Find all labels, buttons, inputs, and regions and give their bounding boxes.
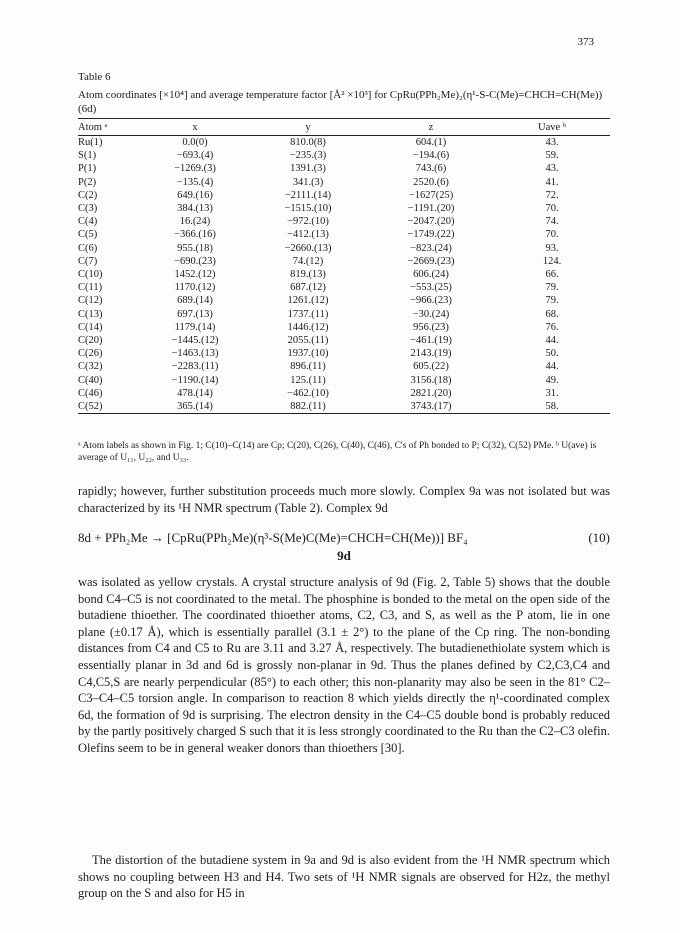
cell-z: −966.(23) xyxy=(410,295,452,307)
table-row xyxy=(78,294,610,307)
cell-z: 3156.(18) xyxy=(410,374,452,386)
page-number: 373 xyxy=(577,36,594,48)
header-y: y xyxy=(248,119,368,136)
cell-atom: C(3) xyxy=(78,203,98,215)
cell-y: 819.(13) xyxy=(290,269,326,281)
cell-z: 956.(23) xyxy=(413,321,449,333)
cell-u-ave: 49. xyxy=(545,374,559,386)
cell-y: 125.(11) xyxy=(290,374,326,386)
cell-u-ave: 72. xyxy=(545,189,559,201)
cell-z: 743.(6) xyxy=(415,163,447,175)
table-row xyxy=(78,334,610,347)
cell-atom: C(20) xyxy=(78,335,103,347)
cell-y: 1446.(12) xyxy=(287,321,329,333)
table-header-row xyxy=(78,119,610,136)
cell-atom: C(14) xyxy=(78,321,103,333)
cell-z: −2047.(20) xyxy=(407,216,455,228)
cell-y: 1937.(10) xyxy=(287,348,329,360)
cell-u-ave: 68. xyxy=(545,308,559,320)
paragraph-3: The distortion of the butadiene system in 9a and 9d is also evident from the ¹H NMR spectrum which shows no coupling between H3 and H4. Two sets of ¹H NMR signals are observed for H2z, the methyl group on the S and also for H5 in xyxy=(78,853,610,901)
table-row xyxy=(78,321,610,334)
cell-u-ave: 76. xyxy=(545,321,559,333)
table-row xyxy=(78,189,610,202)
cell-u-ave: 58. xyxy=(494,400,610,414)
table-row xyxy=(78,281,610,294)
cell-y: −2660.(13) xyxy=(284,242,332,254)
cell-y: 74.(12) xyxy=(292,255,324,267)
cell-u-ave: 44. xyxy=(545,361,559,373)
cell-u-ave: 44. xyxy=(545,335,559,347)
cell-x: 1452.(12) xyxy=(174,269,216,281)
cell-atom: S(1) xyxy=(78,150,97,162)
table-footnote: ᵃ Atom labels as shown in Fig. 1; C(10)–C(14) are Cp; C(20), C(26), C(40), C(46), C's of Ph bonded to P; C(32), C(52) PMe. ᵇ U(ave) is average of U₁₁, U₂₂, and U₃₃. xyxy=(78,441,597,463)
table-row xyxy=(78,387,610,400)
cell-y: 687.(12) xyxy=(290,282,326,294)
cell-u-ave: 70. xyxy=(545,229,559,241)
cell-atom: C(7) xyxy=(78,255,98,267)
table-row xyxy=(78,360,610,373)
cell-x: 384.(13) xyxy=(177,203,213,215)
cell-y: 810.0(8) xyxy=(290,137,326,148)
cell-y: 1261.(12) xyxy=(287,295,329,307)
cell-z: −2669.(23) xyxy=(407,255,455,267)
cell-y: 1391.(3) xyxy=(290,163,326,175)
cell-x: −690.(23) xyxy=(174,255,216,267)
cell-u-ave: 59. xyxy=(545,150,559,162)
cell-z: 606.(24) xyxy=(413,269,449,281)
cell-z: −1627(25) xyxy=(408,189,454,201)
cell-atom: C(6) xyxy=(78,242,98,254)
table-caption-block xyxy=(78,70,610,116)
cell-u-ave: 70. xyxy=(545,203,559,215)
cell-z: −1749.(22) xyxy=(407,229,455,241)
cell-x: −135.(4) xyxy=(176,176,214,188)
cell-z: −823.(24) xyxy=(410,242,452,254)
cell-atom: C(46) xyxy=(78,387,103,399)
equation-product-label: 9d xyxy=(337,548,351,563)
cell-atom: P(2) xyxy=(78,176,97,188)
cell-x: 16.(24) xyxy=(179,216,211,228)
cell-x: 689.(14) xyxy=(177,295,213,307)
paragraph-2: was isolated as yellow crystals. A crystal structure analysis of 9d (Fig. 2, Table 5) shows that the double bond C4–C5 is not coordinated to the metal. The phosphine is bonded to the metal on the open side of the butadiene thioether. The coordinated thioether atoms, C2, C3, and S, as well as the P atom, lie in one plane (±0.17 Å), which is essentially parallel (3.1 ± 2°) to the plane of the Cp ring. The non-bonding distances from C4 and C5 to Ru are 3.11 and 3.27 Å, respectively. The butadienethiolate system which is essentially planar in 3d and 6d is grossly non-planar in 9d. Thus the planes defined by C2,C3,C4 and C4,C5,S are nearly perpendicular (85°) to each other; this non-planarity may also be seen in the 81° C2–C3–C4–C5 torsion angle. In comparison to reaction 8 which yields directly the η¹-coordinated complex 6d, the formation of 9d is surprising. The electron density in the C4–C5 double bond is probably reduced by the partly positively charged S such that it is less strongly coordinated to the Ru than the C2–C3 olefin. Olefins seem to be in general weaker donors than thioethers [30]. xyxy=(78,575,610,755)
table-row xyxy=(78,255,610,268)
cell-y: −1515.(10) xyxy=(284,203,332,215)
cell-x: −1269.(3) xyxy=(174,163,216,175)
table-row xyxy=(78,176,610,189)
cell-atom: Ru(1) xyxy=(78,137,103,148)
cell-z: 2143.(19) xyxy=(410,348,452,360)
cell-z: 605.(22) xyxy=(413,361,449,373)
cell-x: 1170.(12) xyxy=(174,282,216,294)
cell-y: −972.(10) xyxy=(287,216,329,228)
cell-z: −1191.(20) xyxy=(407,203,455,215)
table-row xyxy=(78,136,610,150)
cell-y: −412.(13) xyxy=(287,229,329,241)
cell-x: 955.(18) xyxy=(177,242,213,254)
cell-y: 882.(11) xyxy=(248,400,368,414)
equation-10 xyxy=(78,530,610,564)
table-row xyxy=(78,228,610,241)
table-row xyxy=(78,149,610,162)
cell-x: 478.(14) xyxy=(177,387,213,399)
cell-atom: P(1) xyxy=(78,163,97,175)
cell-x: −693.(4) xyxy=(176,150,214,162)
header-u-ave: Uave ᵇ xyxy=(494,119,610,136)
cell-z: −461.(19) xyxy=(410,335,452,347)
cell-atom: C(13) xyxy=(78,308,103,320)
cell-z: 3743.(17) xyxy=(368,400,494,414)
cell-u-ave: 41. xyxy=(545,176,559,188)
table-row xyxy=(78,202,610,215)
cell-u-ave: 93. xyxy=(545,242,559,254)
table-caption: Atom coordinates [×10⁴] and average temperature factor [Å² ×10³] for CpRu(PPh₂Me)₂(η¹-S-C(Me)=CHCH=CH(Me)) (6d) xyxy=(78,89,603,115)
table-label: Table 6 xyxy=(78,71,111,83)
cell-u-ave: 74. xyxy=(545,216,559,228)
table-row xyxy=(78,242,610,255)
table-row xyxy=(78,347,610,360)
cell-atom: C(40) xyxy=(78,374,103,386)
table-row xyxy=(78,162,610,175)
cell-x: −1445.(12) xyxy=(171,335,219,347)
cell-u-ave: 43. xyxy=(545,137,559,148)
header-atom: Atom ᵃ xyxy=(78,119,142,136)
cell-z: −194.(6) xyxy=(412,150,450,162)
cell-x: 1179.(14) xyxy=(174,321,216,333)
cell-x: 697.(13) xyxy=(177,308,213,320)
atom-coordinates-table xyxy=(78,118,610,414)
equation-text: 8d + PPh₂Me → [CpRu(PPh₂Me)(η³-S(Me)C(Me)=CHCH=CH(Me))] BF₄ xyxy=(78,530,468,545)
cell-x: 0.0(0) xyxy=(182,137,208,148)
cell-atom: C(4) xyxy=(78,216,98,228)
cell-atom: C(32) xyxy=(78,361,103,373)
cell-y: 1737.(11) xyxy=(287,308,329,320)
cell-y: 341.(3) xyxy=(292,176,324,188)
paragraph-1: rapidly; however, further substitution proceeds much more slowly. Complex 9a was not isolated but was characterized by its ¹H NMR spectrum (Table 2). Complex 9d xyxy=(78,484,610,515)
table-row xyxy=(78,374,610,387)
cell-atom: C(10) xyxy=(78,269,103,281)
cell-u-ave: 79. xyxy=(545,295,559,307)
cell-u-ave: 79. xyxy=(545,282,559,294)
cell-x: −1190.(14) xyxy=(171,374,219,386)
cell-z: −553.(25) xyxy=(410,282,452,294)
cell-z: 2520.(6) xyxy=(413,176,449,188)
header-x: x xyxy=(142,119,248,136)
table-row xyxy=(78,268,610,281)
cell-atom: C(26) xyxy=(78,348,103,360)
cell-atom: C(2) xyxy=(78,189,98,201)
cell-atom: C(11) xyxy=(78,282,103,294)
cell-x: −366.(16) xyxy=(174,229,216,241)
cell-y: −2111.(14) xyxy=(284,189,332,201)
header-z: z xyxy=(368,119,494,136)
cell-y: −462.(10) xyxy=(287,387,329,399)
cell-x: −2283.(11) xyxy=(171,361,219,373)
cell-y: −235.(3) xyxy=(289,150,327,162)
cell-u-ave: 124. xyxy=(542,255,562,267)
cell-atom: C(52) xyxy=(78,400,142,414)
cell-atom: C(12) xyxy=(78,295,103,307)
cell-x: 365.(14) xyxy=(142,400,248,414)
cell-y: 2055.(11) xyxy=(287,335,329,347)
equation-number: (10) xyxy=(588,530,610,545)
table-row xyxy=(78,215,610,228)
table-row xyxy=(78,400,610,414)
cell-z: 604.(1) xyxy=(415,137,447,148)
cell-u-ave: 66. xyxy=(545,269,559,281)
cell-x: 649.(16) xyxy=(177,189,213,201)
cell-y: 896.(11) xyxy=(290,361,326,373)
table-row xyxy=(78,308,610,321)
cell-u-ave: 31. xyxy=(545,387,559,399)
cell-u-ave: 43. xyxy=(545,163,559,175)
cell-atom: C(5) xyxy=(78,229,98,241)
cell-z: −30.(24) xyxy=(412,308,450,320)
cell-u-ave: 50. xyxy=(545,348,559,360)
cell-x: −1463.(13) xyxy=(171,348,219,360)
cell-z: 2821.(20) xyxy=(410,387,452,399)
